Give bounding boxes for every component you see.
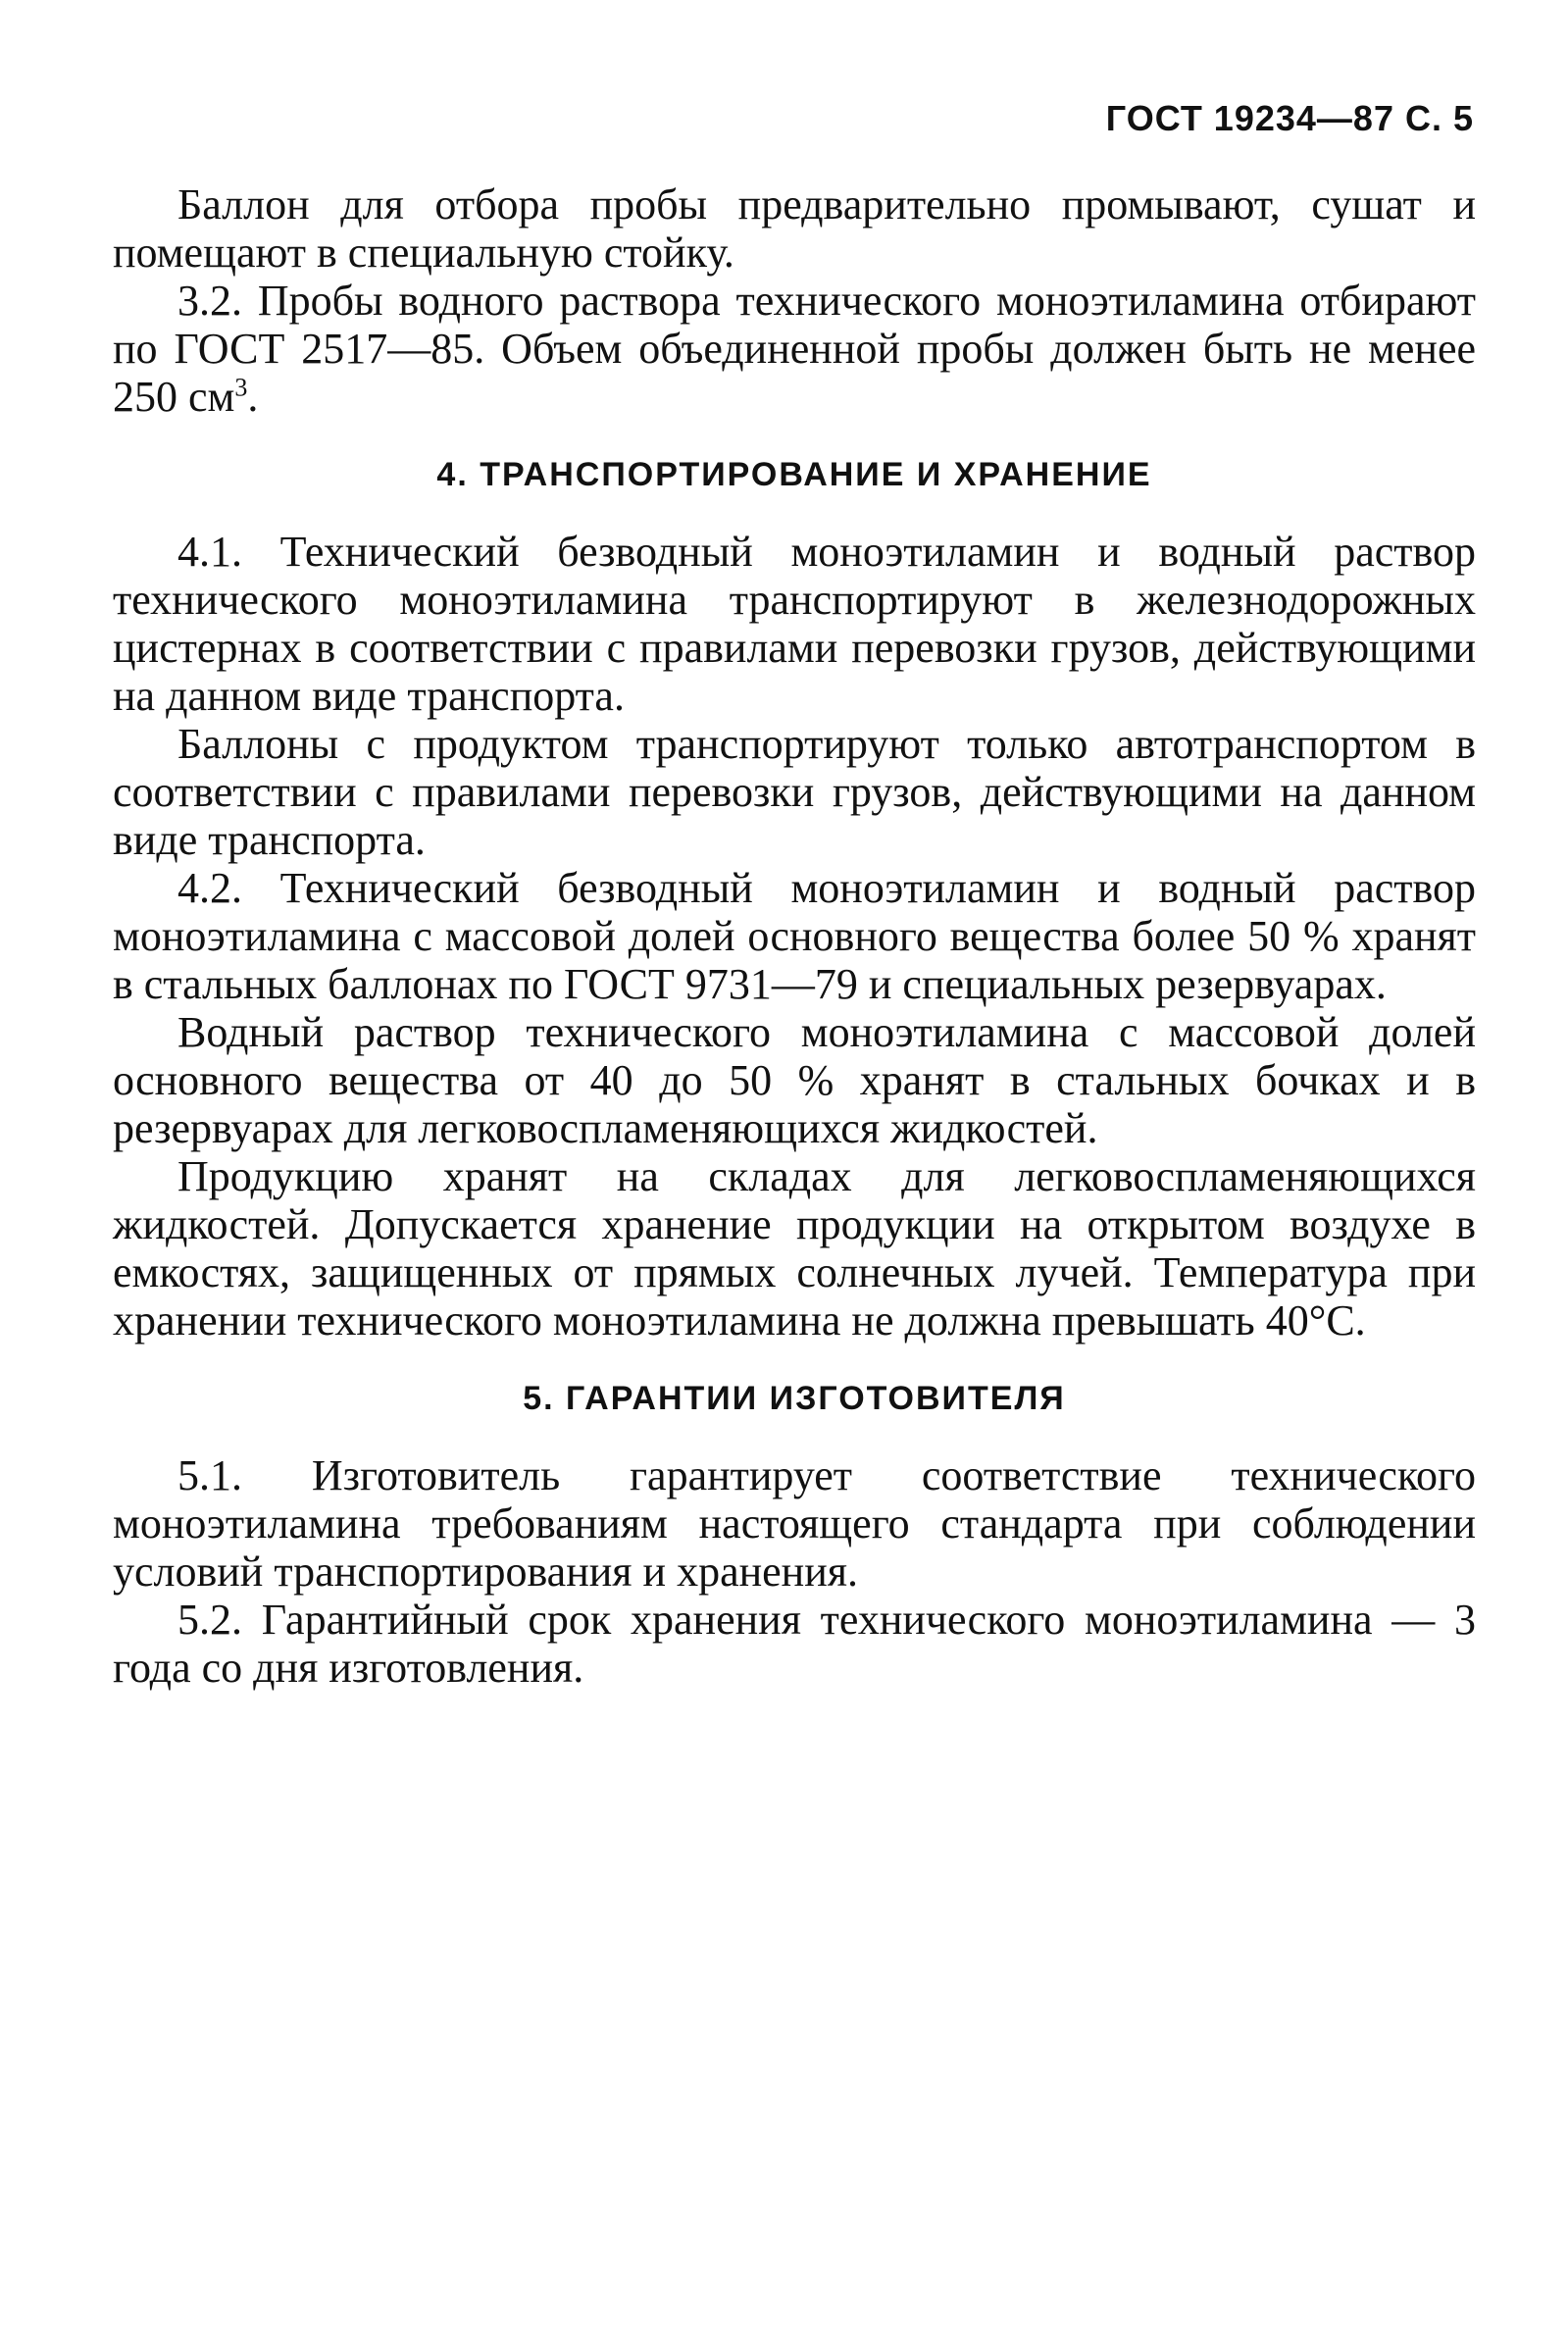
- paragraph-3-2-text: 3.2. Пробы водного раствора технического моноэтиламина отбирают по ГОСТ 2517—85. Объем объединенной пробы должен быть не менее 250 см: [113, 277, 1476, 421]
- section-4-heading: 4. ТРАНСПОРТИРОВАНИЕ И ХРАНЕНИЕ: [436, 456, 1152, 493]
- paragraph-5-1: 5.1. Изготовитель гарантирует соответствие технического моноэтиламина требованиям настоящего стандарта при соблюдении условий транспортирования и хранения.: [113, 1451, 1476, 1596]
- paragraph-4-1: 4.1. Технический безводный моноэтиламин и водный раствор технического моноэтиламина транспортируют в железнодорожных цистернах в соответствии с правилами перевозки грузов, действующими на данном виде транспорта.: [113, 528, 1476, 720]
- section-5-heading: 5. ГАРАНТИИ ИЗГОТОВИТЕЛЯ: [523, 1380, 1066, 1417]
- paragraph-3-2: [113, 277, 1476, 421]
- paragraph-3-2-end: .: [247, 373, 259, 421]
- page-header: ГОСТ 19234—87 С. 5: [1105, 98, 1474, 138]
- paragraph-4-2-b: Водный раствор технического моноэтиламина с массовой долей основного вещества от 40 до 50 % хранят в стальных бочках и в резервуарах для легковоспламеняющихся жидкостей.: [113, 1008, 1476, 1152]
- document-page: [113, 98, 1476, 1692]
- paragraph-5-2: 5.2. Гарантийный срок хранения технического моноэтиламина — 3 года со дня изготовления.: [113, 1596, 1476, 1692]
- superscript-3: 3: [234, 373, 248, 402]
- paragraph-4-1-b: Баллоны с продуктом транспортируют только автотранспортом в соответствии с правилами перевозки грузов, действующими на данном виде транспорта.: [113, 720, 1476, 864]
- paragraph-3-1-cont: Баллон для отбора пробы предварительно промывают, сушат и помещают в специальную стойку.: [113, 180, 1476, 277]
- paragraph-4-2-c: Продукцию хранят на складах для легковоспламеняющихся жидкостей. Допускается хранение продукции на открытом воздухе в емкостях, защищенных от прямых солнечных лучей. Температура при хранении технического моноэтиламина не должна превышать 40°С.: [113, 1152, 1476, 1345]
- paragraph-4-2: 4.2. Технический безводный моноэтиламин и водный раствор моноэтиламина с массовой долей основного вещества более 50 % хранят в стальных баллонах по ГОСТ 9731—79 и специальных резервуарах.: [113, 864, 1476, 1008]
